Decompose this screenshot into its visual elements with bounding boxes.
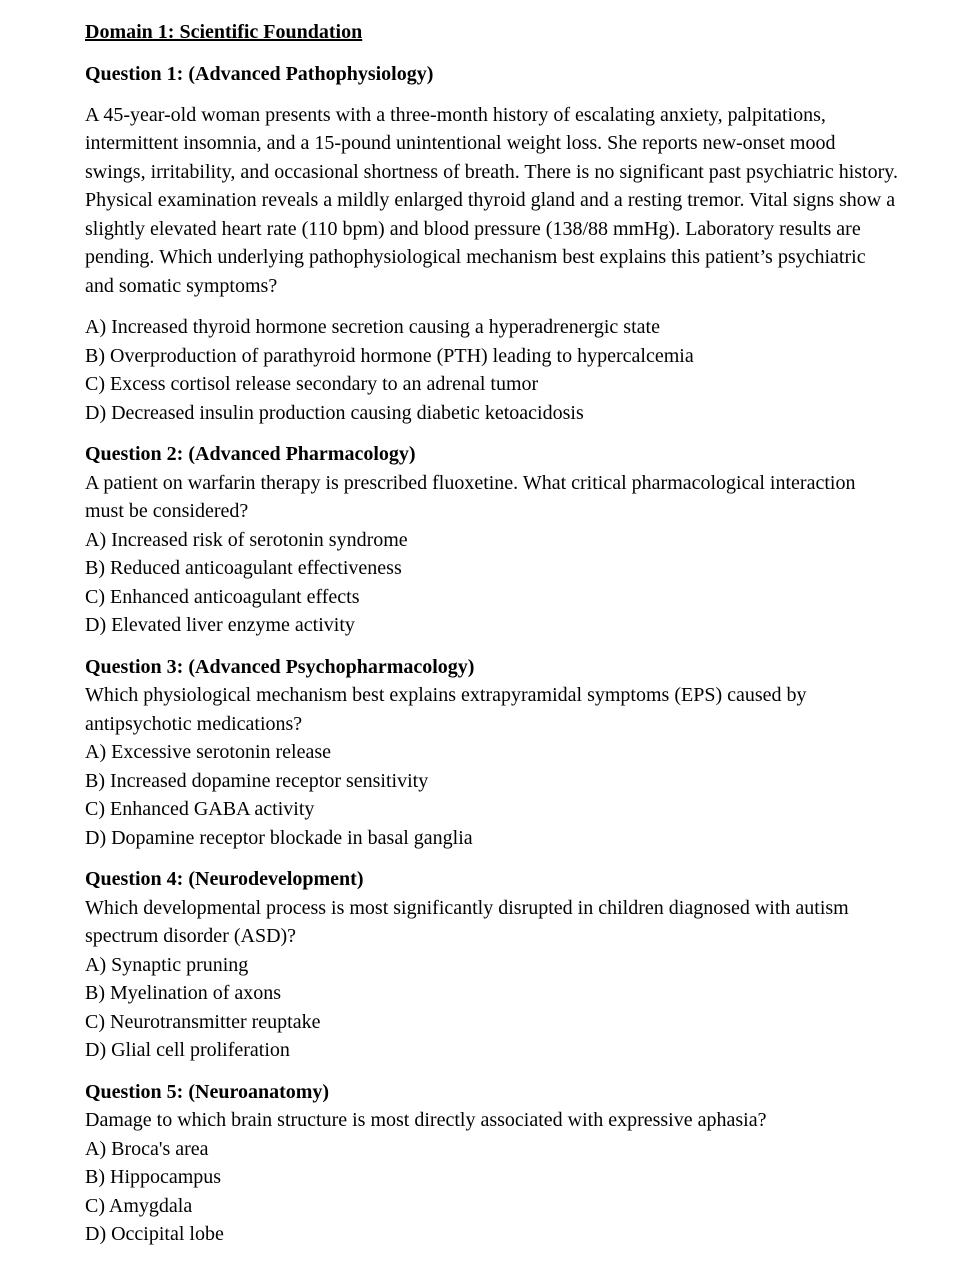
question-4 [85, 865, 898, 1065]
option-b: B) Hippocampus [85, 1166, 222, 1188]
question-stem: Damage to which brain structure is most directly associated with expressive aphasia? [85, 1109, 767, 1131]
question-title: Question 4: (Neurodevelopment) [85, 868, 364, 890]
question-title: Question 3: (Advanced Psychopharmacology) [85, 655, 475, 678]
option-d: D) Occipital lobe [85, 1223, 224, 1245]
option-c: C) Amygdala [85, 1194, 193, 1217]
option-a: A) Synaptic pruning [85, 953, 249, 976]
option-c: C) Neurotransmitter reuptake [85, 1010, 321, 1033]
question-title: Question 5: (Neuroanatomy) [85, 1080, 330, 1103]
question-2 [85, 440, 898, 640]
option-b: B) Increased dopamine receptor sensitivity [85, 769, 429, 792]
question-title: Question 2: (Advanced Pharmacology) [85, 443, 416, 465]
option-d: D) Glial cell proliferation [85, 1039, 290, 1061]
option-c: C) Enhanced anticoagulant effects [85, 585, 360, 608]
question-1 [85, 60, 898, 427]
question-stem: Which physiological mechanism best explains extrapyramidal symptoms (EPS) caused by antipsychotic medications? [85, 684, 807, 735]
domain-heading: Domain 1: Scientific Foundation [85, 21, 363, 43]
question-stem: Which developmental process is most significantly disrupted in children diagnosed with autism spectrum disorder (ASD)? [85, 896, 849, 947]
option-d: D) Decreased insulin production causing diabetic ketoacidosis [85, 401, 584, 424]
option-c: C) Excess cortisol release secondary to an adrenal tumor [85, 373, 539, 395]
option-a: A) Increased risk of serotonin syndrome [85, 528, 408, 551]
option-d: D) Elevated liver enzyme activity [85, 614, 355, 636]
question-stem: A patient on warfarin therapy is prescribed fluoxetine. What critical pharmacological interaction must be considered? [85, 471, 856, 522]
options-list [85, 313, 898, 427]
question-3 [85, 653, 898, 853]
question-stem: A 45-year-old woman presents with a three-month history of escalating anxiety, palpitations, intermittent insomnia, and a 15-pound unintentional weight loss. She reports new-onset mood swings, irritability, and occasional shortness of breath. There is no significant past psychiatric history. Physical examination reveals a mildly enlarged thyroid gland and a resting tremor. Vital signs show a slightly elevated heart rate (110 bpm) and blood pressure (138/88 mmHg). Laboratory results are pending. Which underlying pathophysiological mechanism best explains this patient’s psychiatric and somatic symptoms? [85, 103, 898, 297]
option-b: B) Myelination of axons [85, 982, 282, 1004]
option-a: A) Increased thyroid hormone secretion causing a hyperadrenergic state [85, 316, 660, 338]
option-a: A) Broca's area [85, 1137, 209, 1160]
option-c: C) Enhanced GABA activity [85, 798, 315, 820]
question-5 [85, 1078, 898, 1249]
option-b: B) Overproduction of parathyroid hormone (PTH) leading to hypercalcemia [85, 344, 694, 367]
option-a: A) Excessive serotonin release [85, 741, 332, 763]
option-b: B) Reduced anticoagulant effectiveness [85, 557, 402, 579]
option-d: D) Dopamine receptor blockade in basal ganglia [85, 826, 473, 849]
question-title: Question 1: (Advanced Pathophysiology) [85, 63, 434, 85]
